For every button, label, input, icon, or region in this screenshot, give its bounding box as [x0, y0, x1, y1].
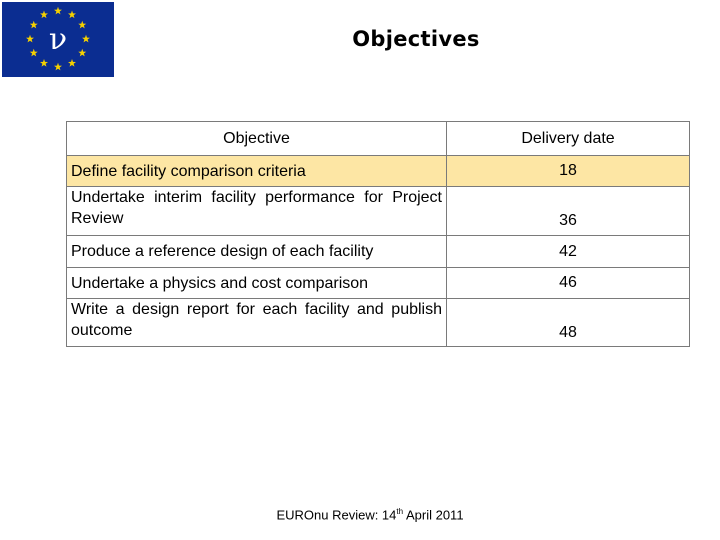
objective-cell: Produce a reference design of each facility — [67, 236, 447, 268]
objective-cell: Undertake interim facility performance for Project Review — [67, 187, 447, 236]
table-header-row — [67, 122, 690, 156]
footer-suffix: April 2011 — [403, 507, 464, 523]
table-row — [67, 299, 690, 347]
page-title: Objectives — [352, 27, 480, 51]
column-header-delivery-date: Delivery date — [447, 122, 690, 156]
star-icon — [40, 11, 48, 19]
star-icon — [68, 59, 76, 67]
delivery-date-cell: 36 — [447, 187, 690, 236]
objectives-table — [66, 121, 690, 347]
footer-text — [0, 507, 720, 522]
column-header-objective: Objective — [67, 122, 447, 156]
objective-cell: Write a design report for each facility and publish outcome — [67, 299, 447, 347]
delivery-date-cell: 18 — [447, 156, 690, 187]
footer-superscript: th — [396, 507, 404, 516]
star-icon — [54, 63, 62, 71]
table-row — [67, 268, 690, 299]
table-row — [67, 187, 690, 236]
table-row — [67, 236, 690, 268]
star-icon — [40, 59, 48, 67]
objective-cell: Undertake a physics and cost comparison — [67, 268, 447, 299]
star-icon — [54, 7, 62, 15]
star-icon — [68, 11, 76, 19]
footer-prefix: EUROnu Review: 14 — [276, 507, 397, 523]
table-row — [67, 156, 690, 187]
delivery-date-cell: 48 — [447, 299, 690, 347]
logo-letter: ν — [48, 22, 68, 57]
objective-cell: Define facility comparison criteria — [67, 156, 447, 187]
delivery-date-cell: 46 — [447, 268, 690, 299]
delivery-date-cell: 42 — [447, 236, 690, 268]
